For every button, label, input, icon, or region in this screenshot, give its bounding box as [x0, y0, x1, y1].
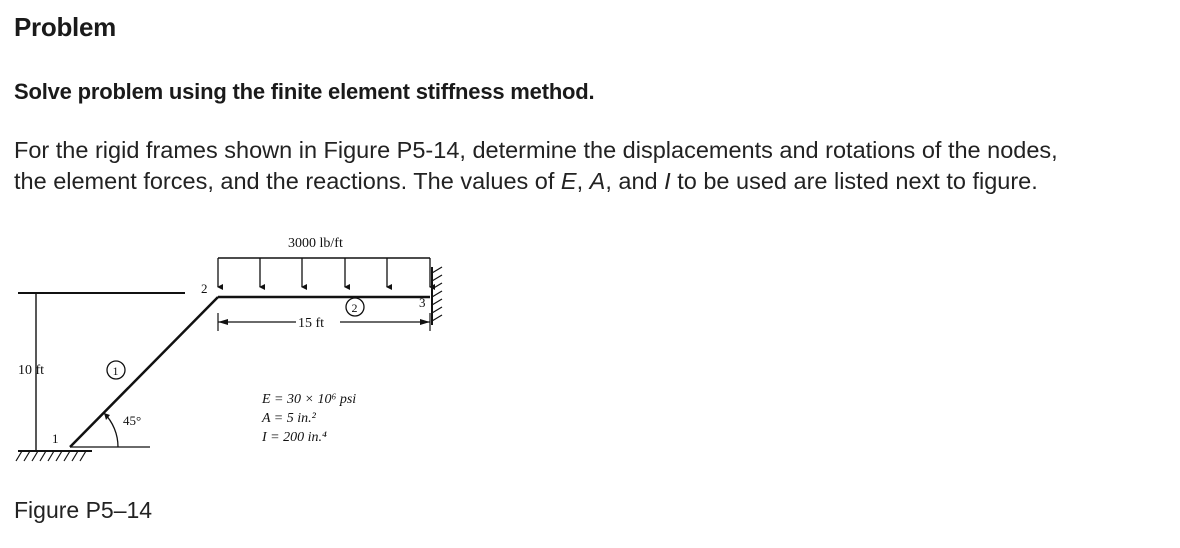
height-label: 10 ft — [18, 363, 45, 378]
span-label: 15 ft — [298, 316, 325, 331]
problem-line-2-end: to be used are listed next to figure. — [670, 168, 1038, 194]
prop-a: A = 5 in.² — [262, 411, 316, 426]
element-1-label: 1 — [112, 364, 119, 378]
ground-hatch-icon — [16, 451, 86, 461]
wall-hatch-icon — [432, 267, 442, 321]
prop-i: I = 200 in.⁴ — [262, 430, 327, 445]
page-title: Problem — [14, 12, 116, 42]
node-3-label: 3 — [419, 295, 426, 310]
node-2-label: 2 — [201, 281, 208, 296]
element-2-label: 2 — [351, 301, 358, 315]
load-label: 3000 lb/ft — [288, 236, 343, 251]
problem-line-2-start: the element forces, and the reactions. The values of — [14, 168, 561, 194]
symbol-i: I — [664, 168, 671, 194]
symbol-a: A — [589, 168, 606, 194]
symbol-e: E — [560, 168, 577, 194]
frame-figure — [0, 225, 480, 475]
node-1-label: 1 — [52, 431, 59, 446]
problem-line-1: For the rigid frames shown in Figure P5-14, determine the displacements and rotations of the nodes, — [14, 137, 1058, 163]
problem-statement — [14, 135, 1164, 197]
load-arrows — [218, 258, 430, 287]
figure-caption: Figure P5–14 — [14, 497, 153, 523]
separator-1: , — [576, 168, 590, 194]
separator-2: , and — [605, 168, 665, 194]
angle-label: 45° — [123, 413, 142, 428]
problem-line-2 — [14, 166, 1164, 197]
instruction-text: Solve problem using the finite element stiffness method. — [14, 79, 595, 104]
prop-e: E = 30 × 10⁶ psi — [262, 392, 357, 407]
element-1-member — [70, 297, 218, 447]
